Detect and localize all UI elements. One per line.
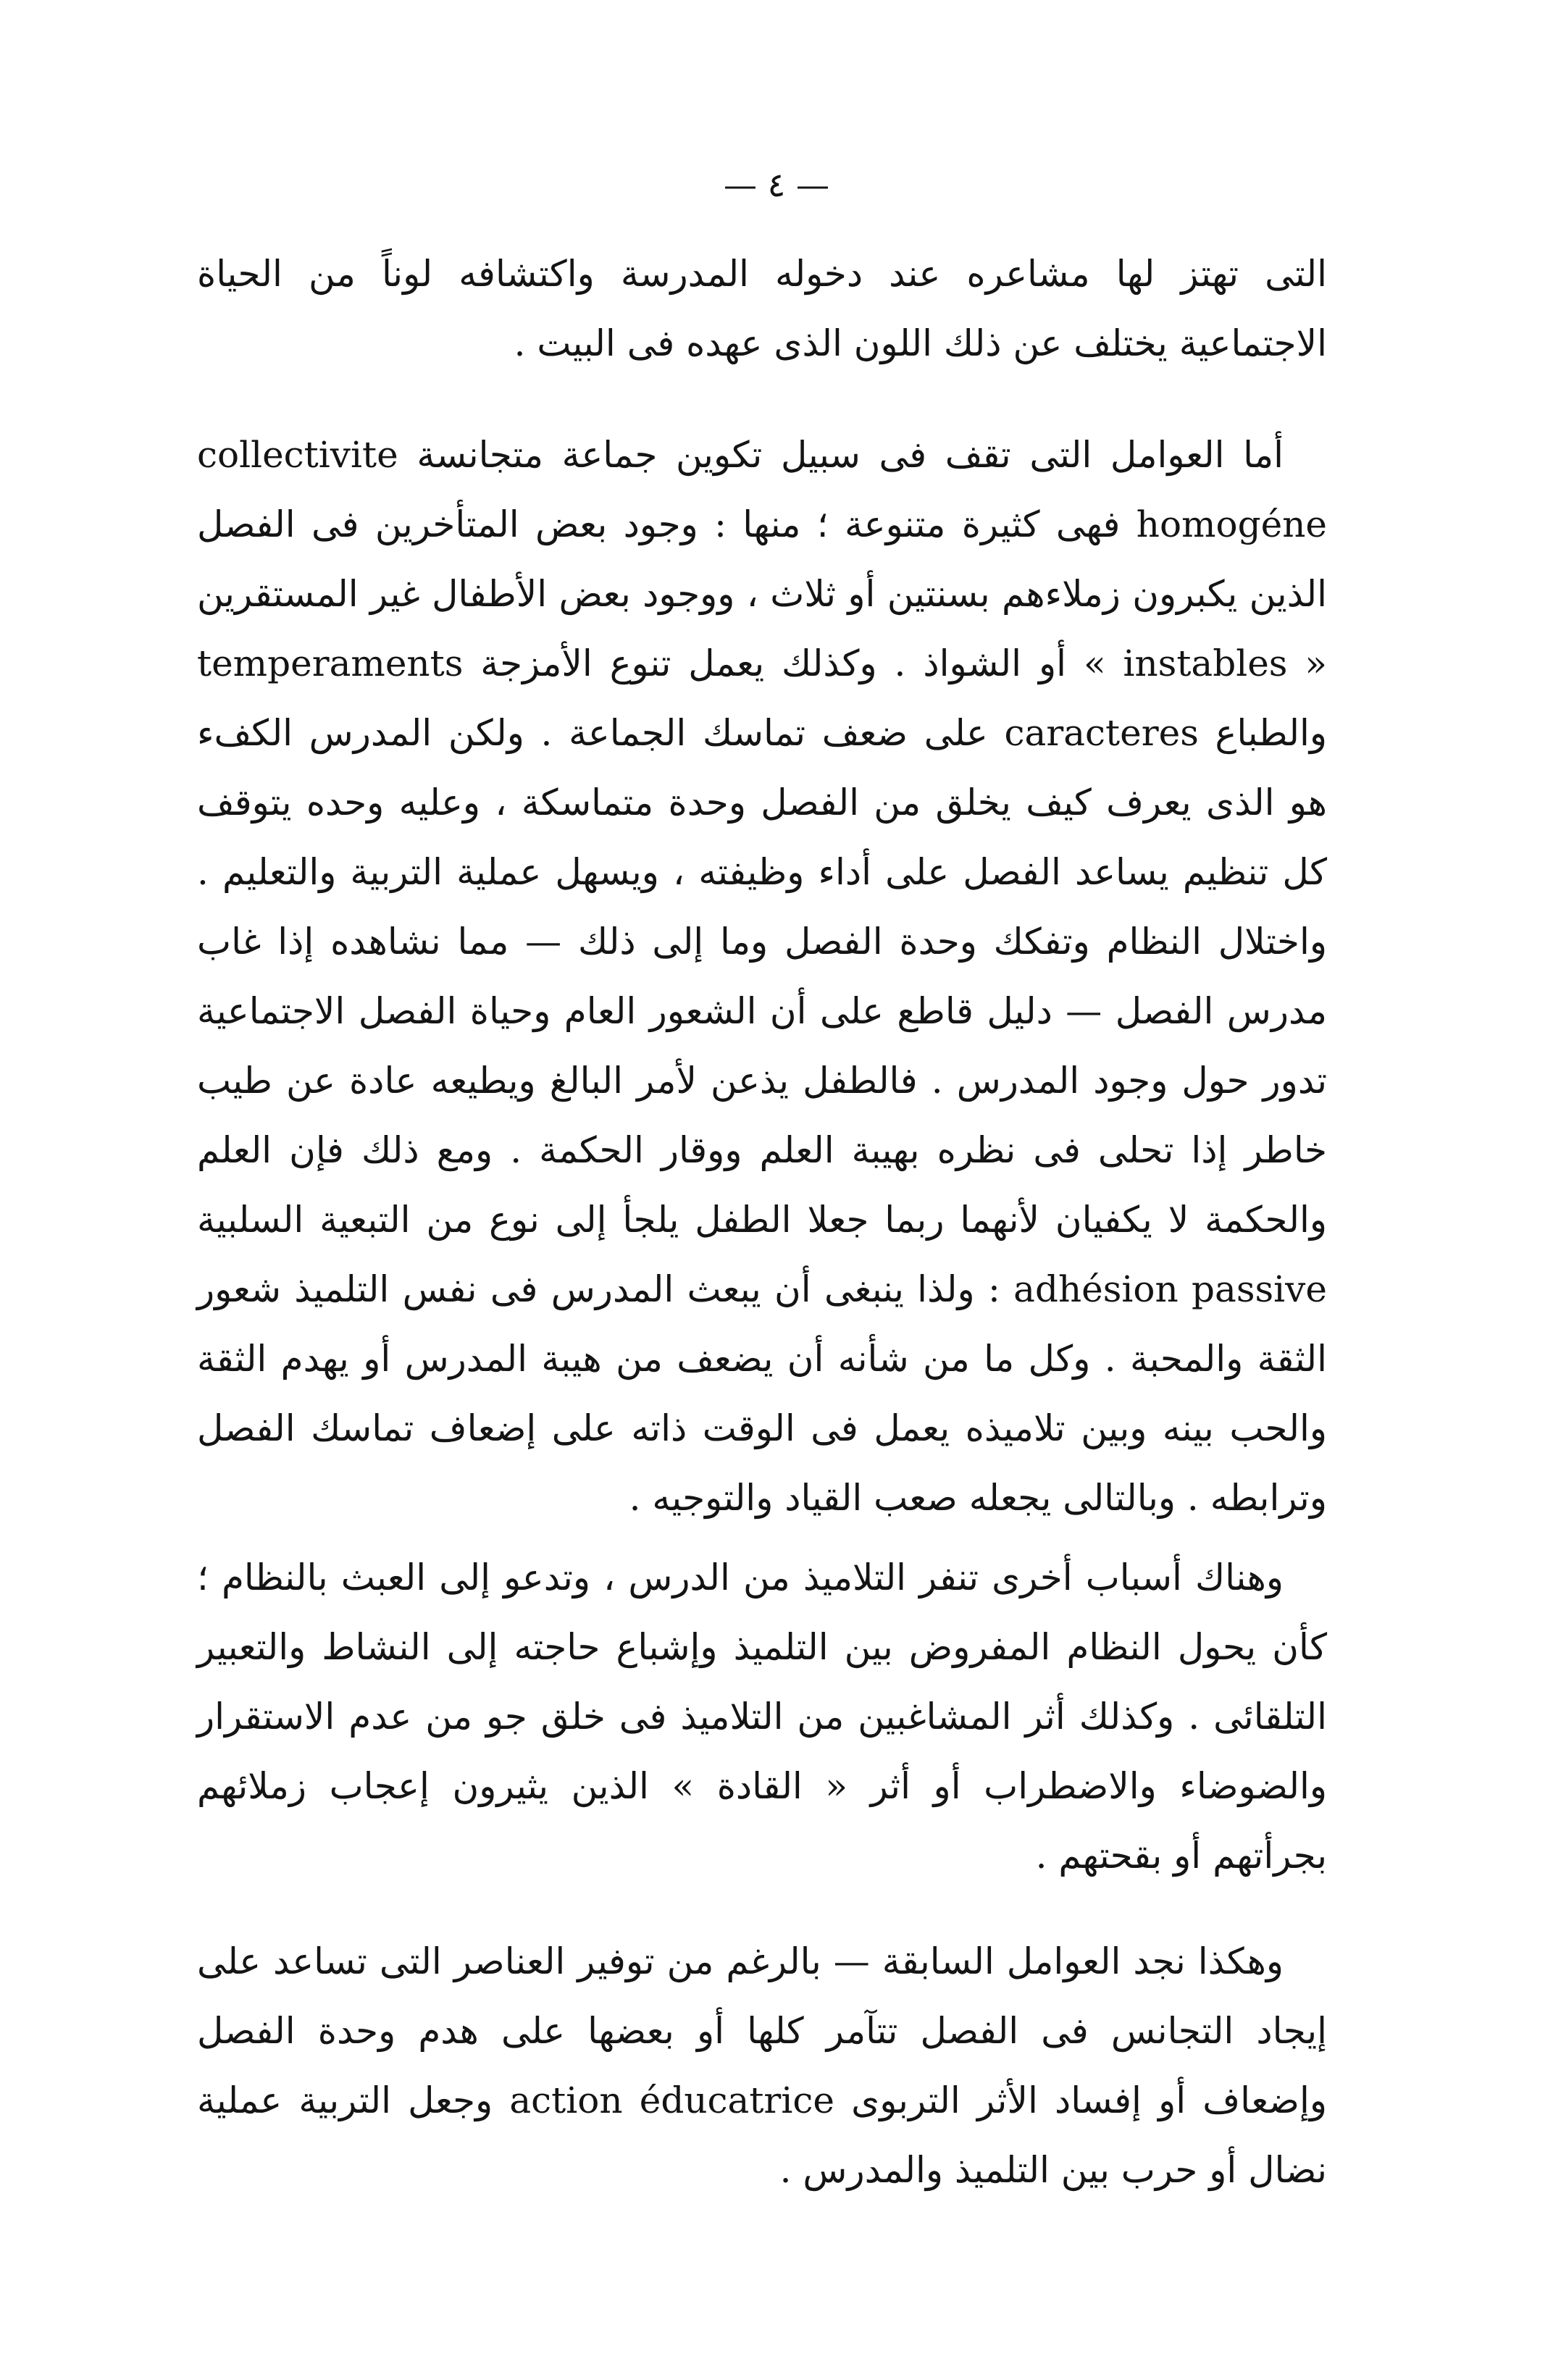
- paragraph-text: التى تهتز لها مشاعره عند دخوله المدرسة واكتشافه لوناً من الحياة الاجتماعية يختلف عن ذلك اللون الذى عهده فى البيت .: [197, 253, 1327, 364]
- paragraph-text: وهكذا نجد العوامل السابقة — بالرغم من توفير العناصر التى تساعد على إيجاد التجانس فى الفصل تتآمر كلها أو بعضها على هدم وحدة الفصل وإضعاف أو إفساد الأثر التربوى action éducatrice وجعل التربية عملية نضال أو حرب بين التلميذ والمدرس .: [197, 1940, 1327, 2191]
- paragraph-4: [197, 1927, 1327, 2205]
- paragraph-2: [197, 420, 1327, 1533]
- paragraph-text: أما العوامل التى تقف فى سبيل تكوين جماعة متجانسة collectivite homogéne فهى كثيرة متنوعة ؛ منها : وجود بعض المتأخرين فى الفصل الذين يكبرون زملاءهم بسنتين أو ثلاث ، ووجود بعض الأطفال غير المستقرين « instables » أو الشواذ . وكذلك يعمل تنوع الأمزجة temperaments والطباع caracteres على ضعف تماسك الجماعة . ولكن المدرس الكفء هو الذى يعرف كيف يخلق من الفصل وحدة متماسكة ، وعليه وحده يتوقف كل تنظيم يساعد الفصل على أداء وظيفته ، ويسهل عملية التربية والتعليم . واختلال النظام وتفكك وحدة الفصل وما إلى ذلك — مما نشاهده إذا غاب مدرس الفصل — دليل قاطع على أن الشعور العام وحياة الفصل الاجتماعية تدور حول وجود المدرس . فالطفل يذعن لأمر البالغ ويطيعه عادة عن طيب خاطر إذا تحلى فى نظره بهيبة العلم ووقار الحكمة . ومع ذلك فإن العلم والحكمة لا يكفيان لأنهما ربما جعلا الطفل يلجأ إلى نوع من التبعية السلبية adhésion passive : ولذا ينبغى أن يبعث المدرس فى نفس التلميذ شعور الثقة والمحبة . وكل ما من شأنه أن يضعف من هيبة المدرس أو يهدم الثقة والحب بينه وبين تلاميذه يعمل فى الوقت ذاته على إضعاف تماسك الفصل وترابطه . وبالتالى يجعله صعب القياد والتوجيه .: [197, 434, 1327, 1519]
- paragraph-text: وهناك أسباب أخرى تنفر التلاميذ من الدرس ، وتدعو إلى العبث بالنظام ؛ كأن يحول النظام المفروض بين التلميذ وإشباع حاجته إلى النشاط والتعبير التلقائى . وكذلك أثر المشاغبين من التلاميذ فى خلق جو من عدم الاستقرار والضوضاء والاضطراب أو أثر « القادة » الذين يثيرون إعجاب زملائهم بجرأتهم أو بقحتهم .: [197, 1556, 1327, 1877]
- page-number: — ٤ —: [724, 165, 829, 204]
- paragraph-1: [197, 239, 1327, 378]
- paragraph-3: [197, 1543, 1327, 1890]
